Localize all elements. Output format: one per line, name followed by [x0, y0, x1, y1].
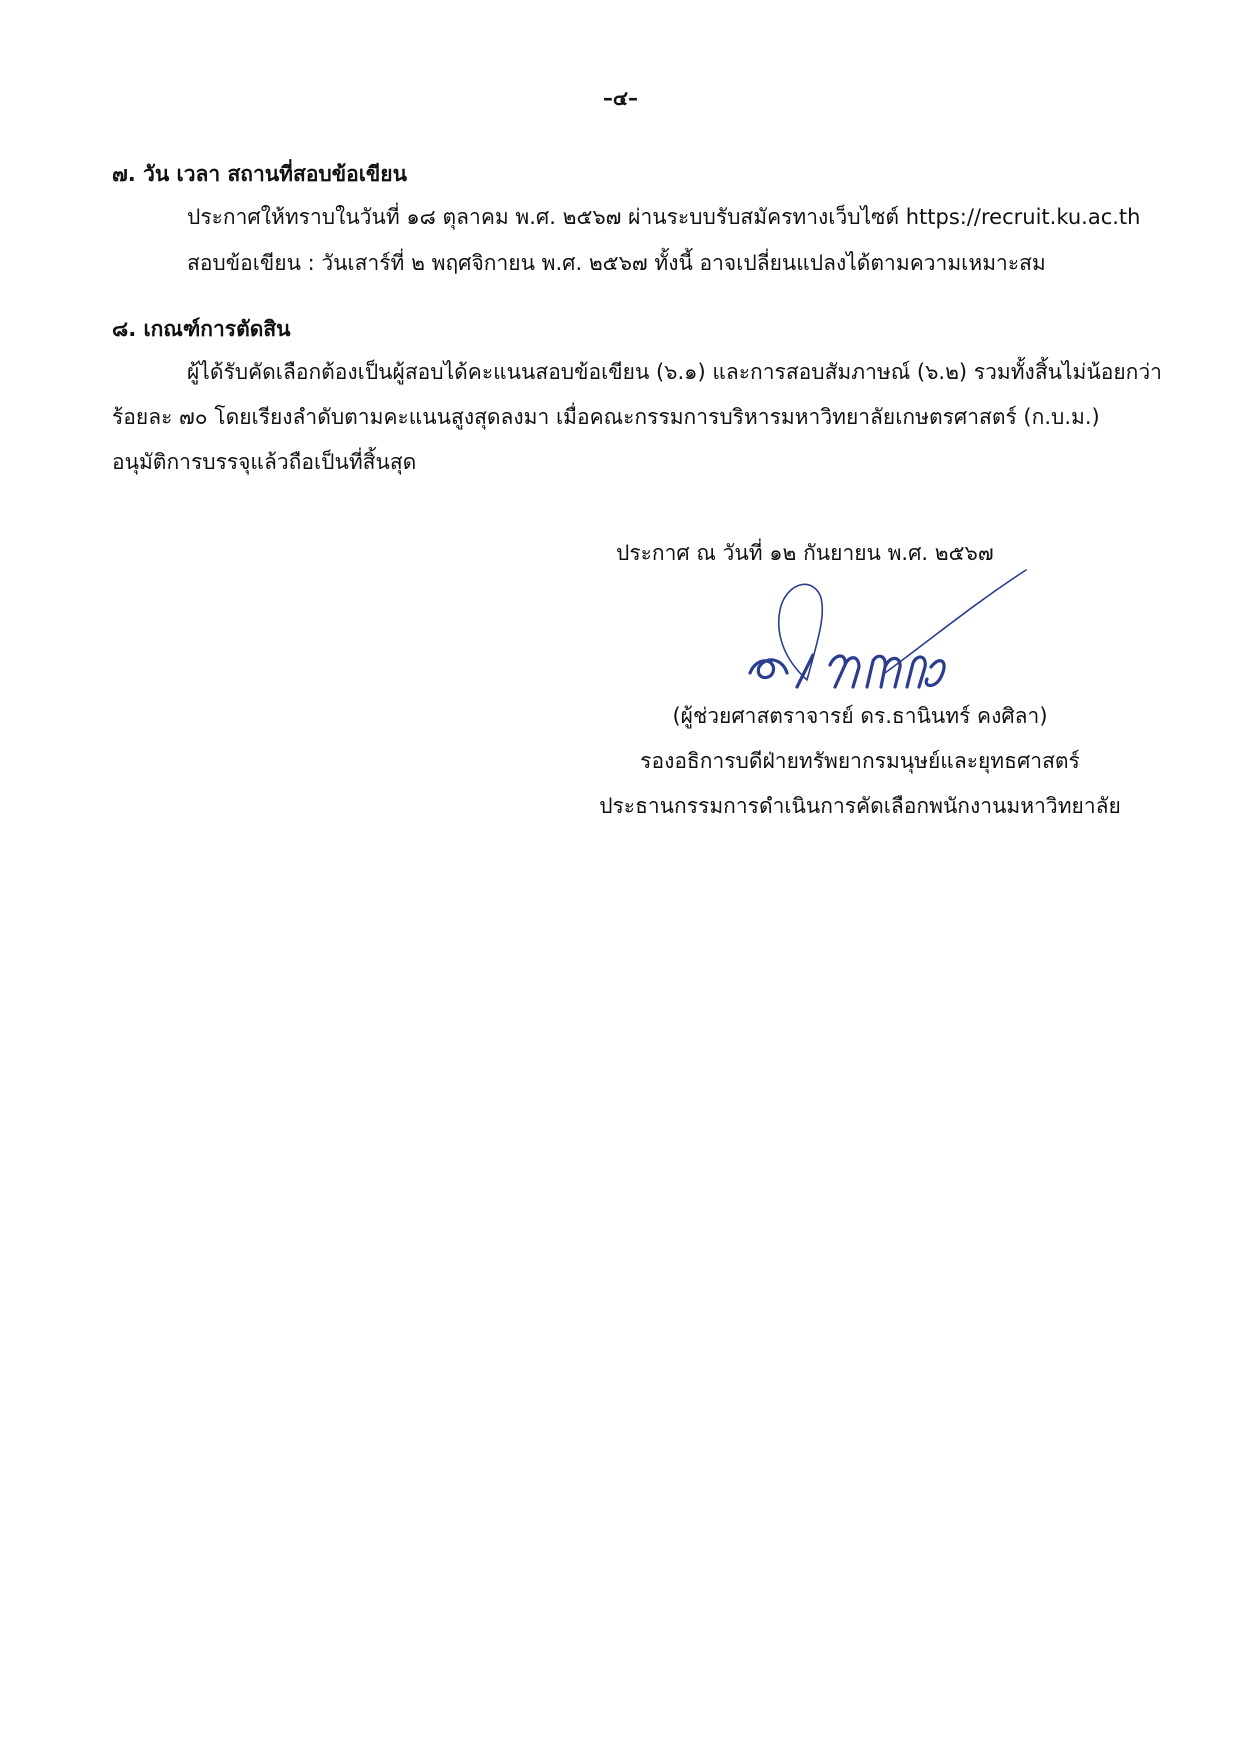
page-number: –๔–	[602, 86, 639, 110]
signer-name: (ผู้ช่วยศาสตราจารย์ ดร.ธานินทร์ คงศิลา)	[672, 704, 1048, 728]
section-7-line-1: ประกาศให้ทราบในวันที่ ๑๘ ตุลาคม พ.ศ. ๒๕๖๗ ผ่านระบบรับสมัครทางเว็บไซต์ https://recruit.ku.ac.th	[187, 205, 1141, 229]
signer-title-2: ประธานกรรมการดำเนินการคัดเลือกพนักงานมหาวิทยาลัย	[599, 794, 1121, 818]
section-8-line-2: ร้อยละ ๗๐ โดยเรียงลำดับตามคะแนนสูงสุดลงมา เมื่อคณะกรรมการบริหารมหาวิทยาลัยเกษตรศาสตร์ (ก.บ.ม.)	[112, 405, 1100, 429]
announcement-date: ประกาศ ณ วันที่ ๑๒ กันยายน พ.ศ. ๒๕๖๗	[616, 541, 994, 565]
handwritten-signature	[735, 555, 1035, 700]
section-7-line-2: สอบข้อเขียน : วันเสาร์ที่ ๒ พฤศจิกายน พ.ศ. ๒๕๖๗ ทั้งนี้ อาจเปลี่ยนแปลงได้ตามความเหมาะสม	[187, 251, 1046, 275]
section-7-heading: ๗. วัน เวลา สถานที่สอบข้อเขียน	[112, 162, 407, 186]
section-8-heading: ๘. เกณฑ์การตัดสิน	[112, 317, 291, 341]
signer-title-1: รองอธิการบดีฝ่ายทรัพยากรมนุษย์และยุทธศาสตร์	[640, 749, 1080, 773]
section-8-line-1: ผู้ได้รับคัดเลือกต้องเป็นผู้สอบได้คะแนนสอบข้อเขียน (๖.๑) และการสอบสัมภาษณ์ (๖.๒) รวมทั้งสิ้นไม่น้อยกว่า	[187, 360, 1162, 384]
section-8-line-3: อนุมัติการบรรจุแล้วถือเป็นที่สิ้นสุด	[112, 450, 417, 474]
